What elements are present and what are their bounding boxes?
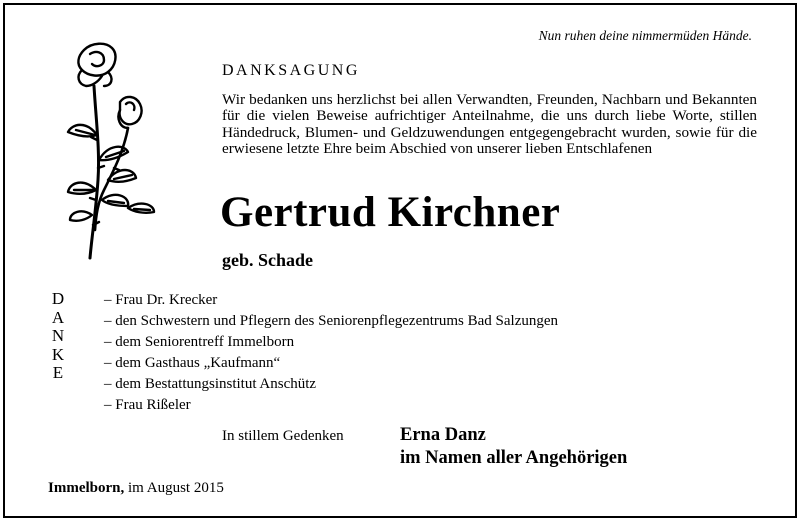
closing-phrase: In stillem Gedenken [222,428,344,444]
thanks-list [104,290,558,416]
rose-icon [62,40,172,262]
date: im August 2015 [124,480,224,496]
list-item: – dem Gasthaus „Kaufmann“ [104,355,281,371]
danke-letter: E [52,363,64,383]
heading: DANKSAGUNG [222,62,360,79]
danke-letter: D [51,289,65,308]
danke-letter: A [51,307,65,327]
birth-name: geb. Schade [222,250,314,270]
place-date [48,480,224,497]
signer-block [400,424,627,470]
signer-note: im Namen aller Angehörigen [400,448,628,468]
intro-text: Wir bedanken uns herzlichst bei allen Verwandten, Freunden, Nachbarn und Bekannten für die vielen Beweise aufrichtiger Anteilnahme, die uns durch liebe Worte, stillen Händedruck, Blumen- und Geldzuwendungen entgegengebracht wurden, sowie für die erwiesene letzte Ehre beim Abschied von unserer lieben Entschlafenen [222,91,757,158]
list-item: – Frau Rißeler [104,397,191,413]
list-item: – dem Bestattungsinstitut Anschütz [104,376,317,392]
signer-name: Erna Danz [400,425,486,445]
place: Immelborn, [48,480,125,496]
danke-vertical [48,290,68,383]
list-item: – Frau Dr. Krecker [104,292,218,308]
danke-letter: K [51,344,65,364]
list-item: – den Schwestern und Pflegern des Seniorenpflegezentrums Bad Salzungen [104,313,559,329]
deceased-name: Gertrud Kirchner [220,189,561,236]
danke-letter: N [51,326,65,346]
motto: Nun ruhen deine nimmermüden Hände. [538,28,752,43]
list-item: – dem Seniorentreff Immelborn [104,334,295,350]
